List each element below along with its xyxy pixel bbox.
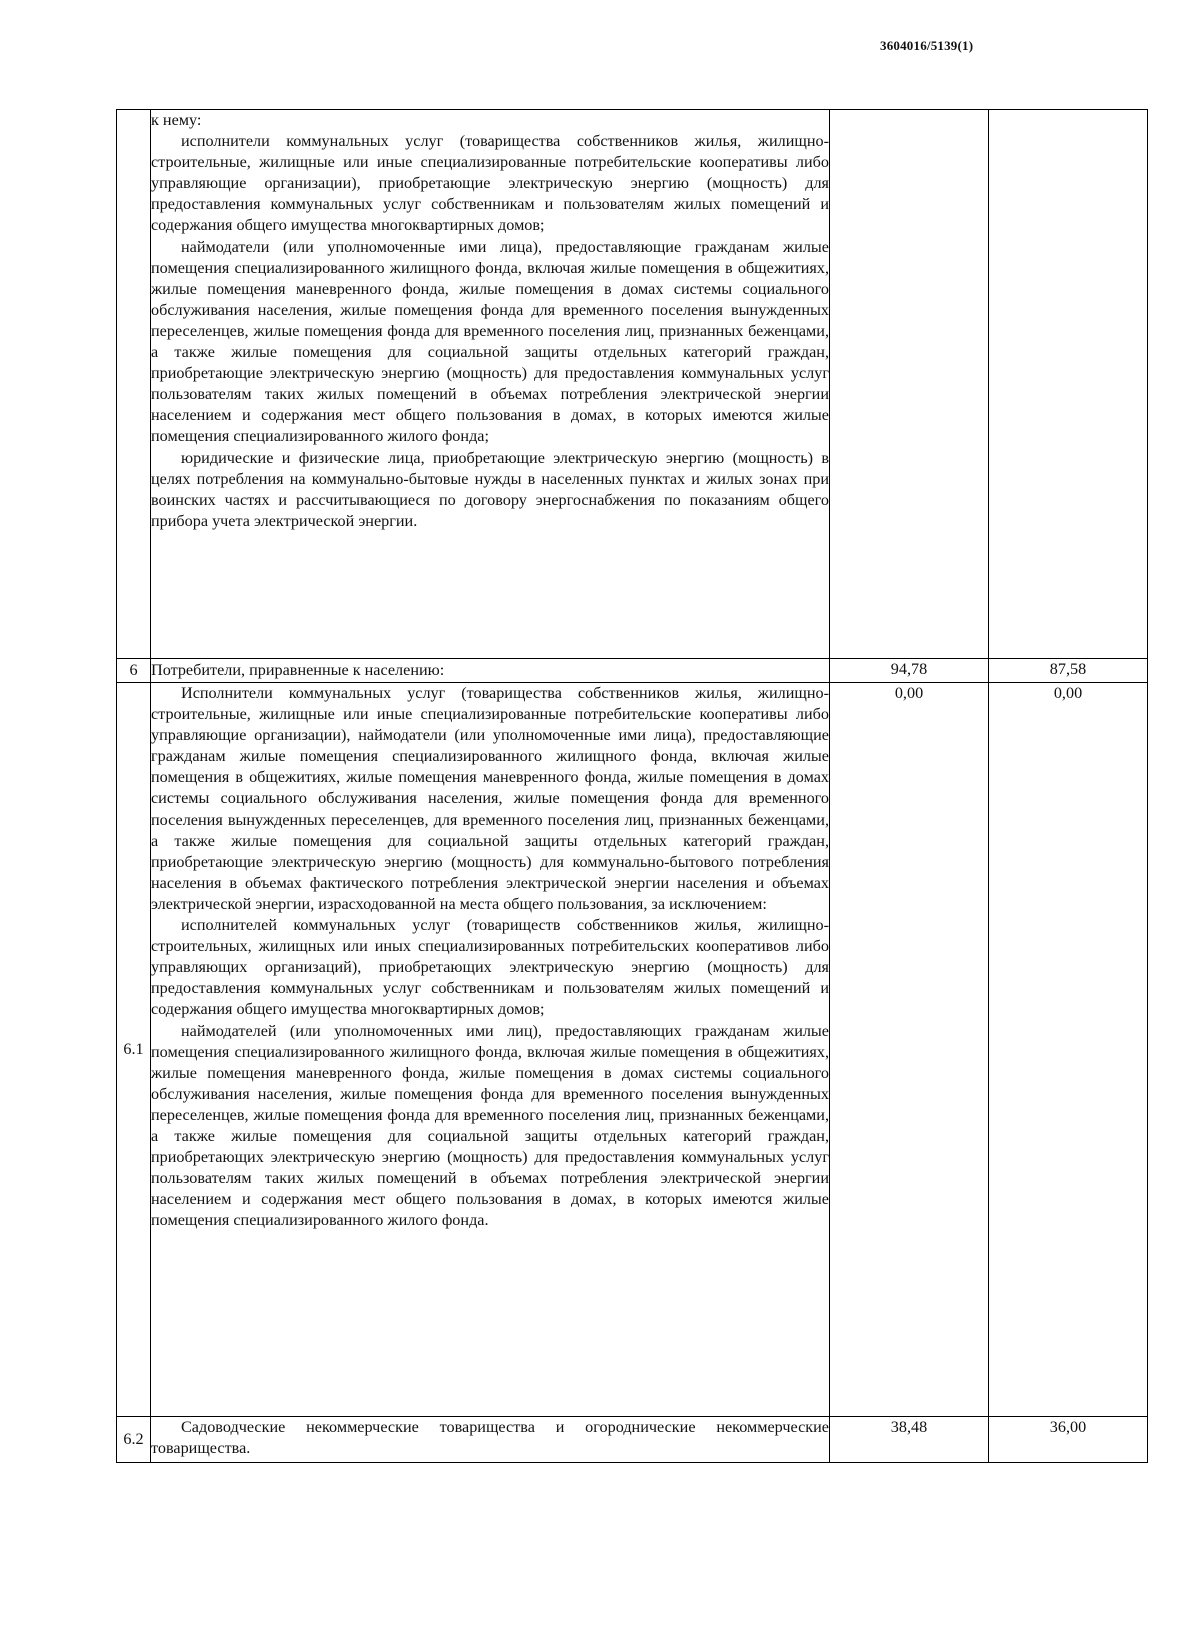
paragraph: юридические и физические лица, приобретающие электрическую энергию (мощность) в целях потребления на коммунально-бытовые нужды в населенных пунктах и жилых зонах при воинских частях и рассчитывающиеся по договору энергоснабжения по показаниям общего прибора учета электрической энергии.: [151, 448, 829, 530]
table-row: [117, 683, 1148, 1417]
value-cell-1: [830, 110, 989, 659]
document-number: 3604016/5139(1): [880, 38, 974, 53]
paragraph: к нему:: [151, 111, 202, 129]
row-number: 6.2: [117, 1417, 151, 1463]
value-cell-2: 36,00: [989, 1417, 1148, 1463]
row-description: [151, 659, 830, 683]
paragraph: наймодатели (или уполномоченные ими лица), предоставляющие гражданам жилые помещения специализированного жилищного фонда, включая жилые помещения в общежитиях, жилые помещения маневренного фонда, жилые помещения в домах системы социального обслуживания населения, жилые помещения фонда для временного поселения вынужденных переселенцев, жилые помещения фонда для временного поселения лиц, признанных беженцами, а также жилые помещения для социальной защиты отдельных категорий граждан, приобретающие электрическую энергию (мощность) для предоставления коммунальных услуг пользователям таких жилых помещений в объемах потребления электрической энергии населением и содержания мест общего пользования в домах, в которых имеются жилые помещения специализированного жилого фонда;: [151, 237, 829, 446]
paragraph: наймодателей (или уполномоченных ими лиц), предоставляющих гражданам жилые помещения специализированного жилищного фонда, включая жилые помещения в общежитиях, жилые помещения маневренного фонда, жилые помещения в домах системы социального обслуживания населения, жилые помещения фонда для временного поселения вынужденных переселенцев, жилые помещения фонда для временного поселения лиц, признанных беженцами, а также жилые помещения для социальной защиты отдельных категорий граждан, приобретающих электрическую энергию (мощность) для предоставления коммунальных услуг пользователям таких жилых помещений в объемах потребления электрической энергии населением и содержания мест общего пользования в домах, в которых имеются жилые помещения специализированного жилого фонда.: [151, 1021, 829, 1230]
value-cell-2: [989, 110, 1148, 659]
row-number: 6: [117, 659, 151, 683]
value-cell-1: 38,48: [830, 1417, 989, 1463]
table-row: [117, 110, 1148, 659]
paragraph: Садоводческие некоммерческие товарищества и огороднические некоммерческие товарищества.: [151, 1418, 829, 1458]
row-description: [151, 110, 830, 659]
value-cell-2: 87,58: [989, 659, 1148, 683]
row-description: [151, 683, 830, 1417]
table-row: [117, 1417, 1148, 1463]
table-row: [117, 659, 1148, 683]
paragraph: исполнители коммунальных услуг (товарищества собственников жилья, жилищно-строительные, жилищные или иные специализированные потребительские кооперативы либо управляющие организации), приобретающие электрическую энергию (мощность) для предоставления коммунальных услуг собственникам и пользователям жилых помещений и содержания общего имущества многоквартирных домов;: [151, 132, 829, 235]
value-cell-2: 0,00: [989, 683, 1148, 1417]
value-cell-1: 94,78: [830, 659, 989, 683]
paragraph: Исполнители коммунальных услуг (товарищества собственников жилья, жилищно-строительные, жилищные или иные специализированные потребительские кооперативы либо управляющие организации), наймодатели (или уполномоченные ими лица), предоставляющие гражданам жилые помещения специализированного жилищного фонда, включая жилые помещения в общежитиях, жилые помещения маневренного фонда, жилые помещения в домах системы социального обслуживания населения, жилые помещения фонда для временного поселения вынужденных переселенцев, для временного поселения лиц, признанных беженцами, а также жилые помещения для социальной защиты отдельных категорий граждан, приобретающие электрическую энергию (мощность) для коммунально-бытового потребления населения в объемах фактического потребления электрической энергии населения и объемах электрической энергии, израсходованной на места общего пользования, за исключением:: [151, 684, 829, 913]
paragraph: Потребители, приравненные к населению:: [151, 660, 445, 679]
row-number: 6.1: [117, 683, 151, 1417]
row-number: [117, 110, 151, 659]
tariff-table: [116, 109, 1148, 1463]
paragraph: исполнителей коммунальных услуг (товариществ собственников жилья, жилищно-строительных, жилищных или иных специализированных потребительских кооперативов либо управляющих организаций), приобретающих электрическую энергию (мощность) для предоставления коммунальных услуг собственникам и пользователям жилых помещений и содержания общего имущества многоквартирных домов;: [151, 916, 829, 1019]
value-cell-1: 0,00: [830, 683, 989, 1417]
row-description: [151, 1417, 830, 1463]
